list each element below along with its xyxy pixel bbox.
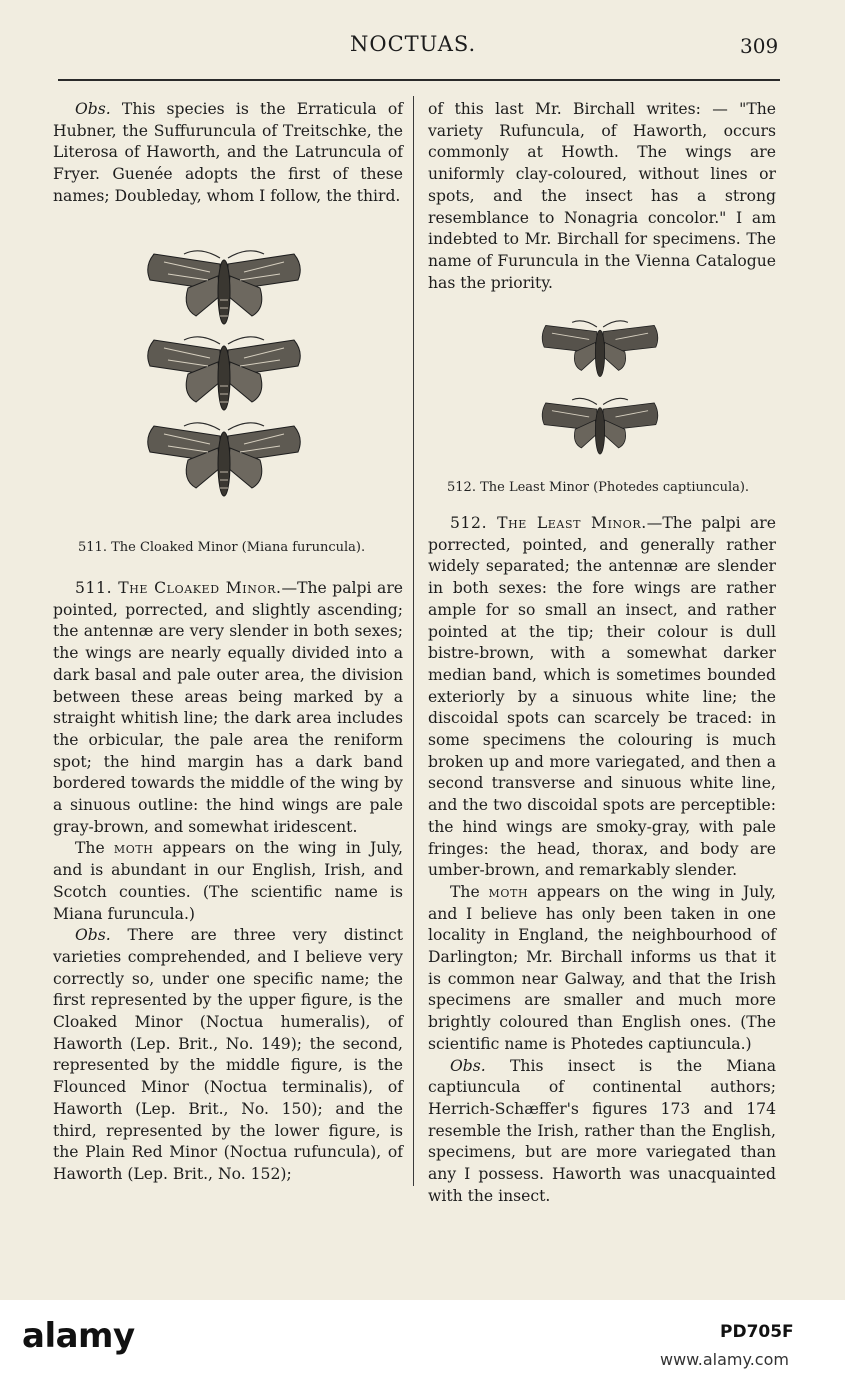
flight-notes-512: appears on the wing in July, and I believe has only been taken in one locality in England, the neighbourhood of Darlington; Mr. Birchall informs us that it is common near Galway, and that the Irish specimens are smaller and much more brightly coloured than English ones. (The scientific name is Photedes captiuncula.) (428, 882, 776, 1053)
obs-label: Obs. (75, 100, 111, 118)
description-511: —The palpi are pointed, porrected, and slightly ascending; the antennæ are very slender in both sexes; the wings are nearly equally divided into a dark basal and pale outer area, the division between these areas being marked by a straight whitish line; the dark area includes the orbicular, the pale area the reniform spot; the hind margin has a dark band bordered towards the middle of the wing by a sinuous outline: the hind wings are pale gray-brown, and somewhat iridescent. (53, 579, 403, 836)
image-id: PD705F (720, 1322, 794, 1342)
moth-plate-511 (144, 246, 304, 514)
moth-lead: The (450, 882, 489, 901)
right-continuation-text (428, 99, 776, 294)
obs-label: Obs. (75, 926, 111, 945)
birchall-quote: of this last Mr. Birchall writes: — "The variety Rufuncula, of Haworth, occurs commonly at Howth. The wings are uniformly clay-coloured, without lines or spots, and the insect has a strong resemblance to Nonagria concolor." I am indebted to Mr. Birchall for specimens. The name of Furuncula in the Vienna Catalogue has the priority. (428, 100, 776, 292)
obs-label: Obs. (450, 1056, 486, 1075)
species-heading-512: 512. The Least Minor. (450, 514, 647, 532)
least-minor-illustration (538, 313, 662, 465)
moth-keyword: moth (488, 882, 529, 901)
continental-notes: This insect is the Miana captiuncula of continental authors; Herrich-Schæffer's figures 173 and 174 resemble the Irish, rather than the English, specimens, but are more variegated than any I possess. Haworth was unacquainted with the insect. (428, 1056, 776, 1205)
cloaked-minor-illustration (144, 246, 304, 514)
figure-caption-511: 511. The Cloaked Minor (Miana furuncula). (78, 540, 366, 555)
varieties-notes: There are three very distinct varieties comprehended, and I believe very correctly so, under one specific name; the first represented by the upper figure, is the Cloaked Minor (Noctua humeralis), of Haworth (Lep. Brit., No. 149); the second, represented by the middle figure, is the Flounced Minor (Noctua terminalis), of Haworth (Lep. Brit., No. 150); and the third, represented by the lower figure, is the Plain Red Minor (Noctua rufuncula), of Haworth (Lep. Brit., No. 152); (53, 926, 403, 1183)
alamy-logo: alamy (22, 1316, 135, 1356)
moth-lead: The (75, 839, 114, 858)
watermark-url: www.alamy.com (660, 1350, 789, 1369)
moth-plate-512 (538, 313, 662, 465)
column-divider (413, 96, 414, 1186)
obs-intro-text: This species is the Erraticula of Hubner, the Suffuruncula of Treitschke, the Literosa of Haworth, and the Latruncula of Fryer. Guenée adopts the first of these names; Doubleday, whom I follow, the third. (53, 100, 403, 205)
page-number: 309 (740, 34, 779, 58)
flight-notes-511: appears on the wing in July, and is abundant in our English, Irish, and Scotch counties. (The scientific name is Miana furuncula.) (53, 839, 403, 923)
left-intro-block (53, 99, 403, 208)
figure-caption-512: 512. The Least Minor (Photedes captiuncula). (447, 480, 750, 495)
moth-keyword: moth (113, 839, 154, 858)
description-512: —The palpi are porrected, pointed, and generally rather widely separated; the antennæ are slender in both sexes: the fore wings are rather ample for so small an insect, and rather pointed at the tip; their colour is dull bistre-brown, with a somewhat darker median band, which is sometimes bounded exteriorly by a sinuous white line; the discoidal spots can scarcely be traced: in some specimens the colouring is much broken up and more variegated, and then a second transverse and sinuous white line, and the two discoidal spots are perceptible: the hind wings are smoky-gray, with pale fringes: the head, thorax, and body are umber-brown, and remarkably slender. (428, 514, 776, 880)
species-heading-511: 511. The Cloaked Minor. (75, 579, 282, 597)
left-main-text (53, 578, 403, 1186)
running-head-title: NOCTUAS. (350, 32, 477, 56)
header-rule (58, 79, 780, 81)
right-main-text (428, 513, 776, 1208)
